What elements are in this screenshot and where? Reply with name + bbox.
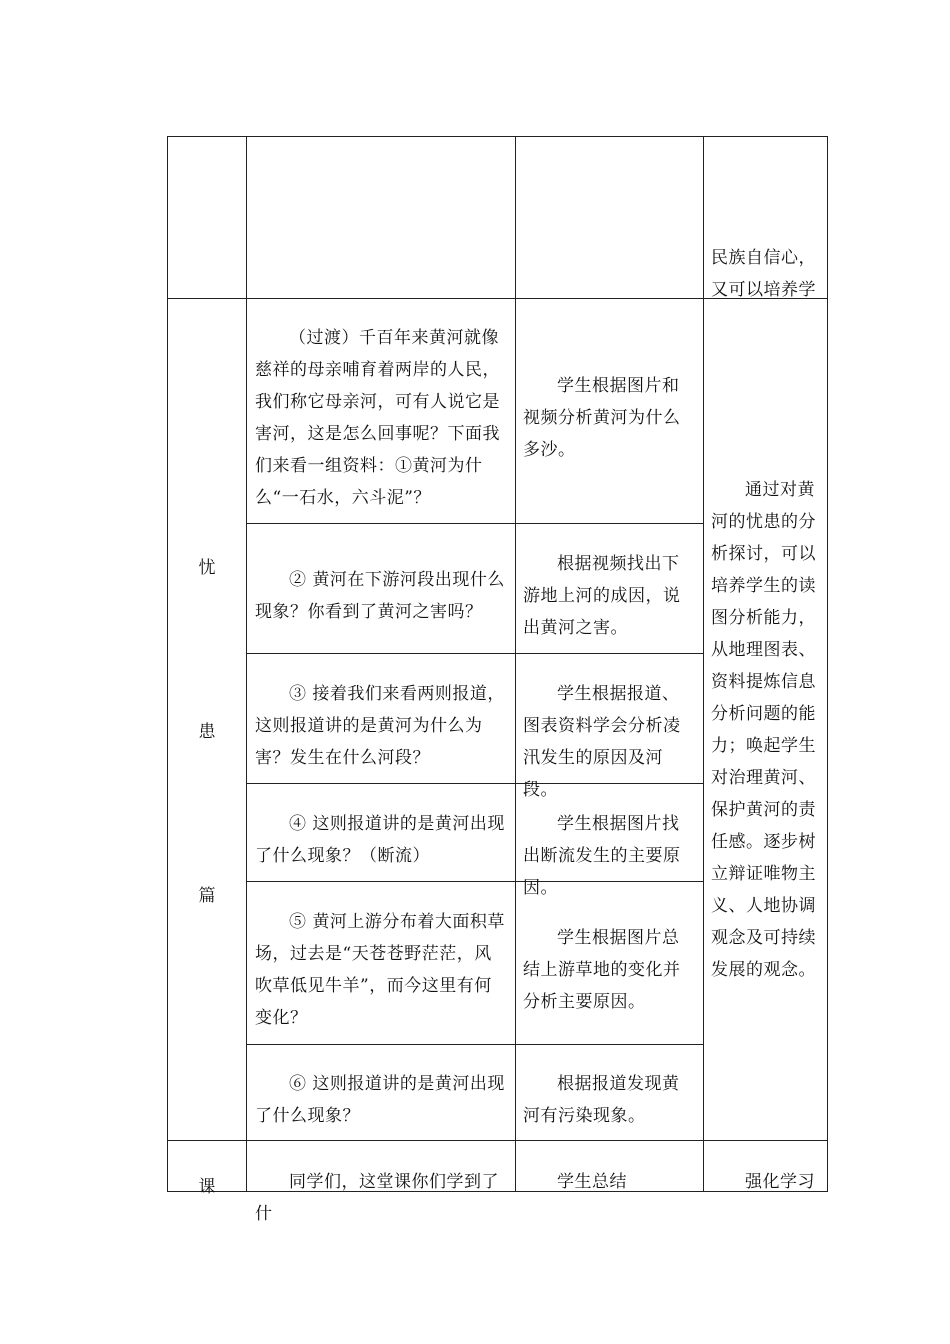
stage-char-huan: 患: [198, 722, 216, 742]
teacher-activity-3: ③ 接着我们来看两则报道，这则报道讲的是黄河为什么为害？发生在什么河段？: [255, 684, 505, 768]
stage-char-you: 忧: [198, 558, 216, 578]
teacher-activity-6: ⑥ 这则报道讲的是黄河出现了什么现象？: [255, 1074, 505, 1126]
student-activity-5: 学生根据图片总结上游草地的变化并分析主要原因。: [523, 928, 681, 1012]
student-activity-4: 学生根据图片找出断流发生的主要原因。: [523, 814, 681, 898]
table-right-border: [827, 136, 828, 1192]
design-intent-summary: 强化学习: [745, 1172, 815, 1192]
design-intent-text: 通过对黄河的忧患的分析探讨，可以培养学生的读图分析能力，从地理图表、资料提炼信息分析问题的能力；唤起学生对治理黄河、保护黄河的责任感。逐步树立辩证唯物主义、人地协调观念及可持续发展的观念。: [711, 480, 816, 980]
teacher-activity-2: ② 黄河在下游河段出现什么现象？你看到了黄河之害吗？: [255, 570, 505, 622]
stage-char-ke: 课: [198, 1177, 216, 1197]
goal-text-continued: 民族自信心，又可以培养学: [711, 248, 816, 300]
row-divider: [167, 1140, 828, 1141]
teacher-activity-summary: 同学们，这堂课你们学到了什: [255, 1172, 499, 1224]
teacher-activity-1: （过渡）千百年来黄河就像慈祥的母亲哺育着两岸的人民，我们称它母亲河，可有人说它是害河，这是怎么回事呢？下面我们来看一组资料：①黄河为什么“一石水，六斗泥”？: [255, 328, 500, 508]
row-divider: [246, 523, 704, 524]
student-activity-summary: 学生总结: [557, 1172, 627, 1192]
column-divider: [246, 136, 247, 1192]
table-top-border: [167, 136, 828, 137]
student-activity-3: 学生根据报道、图表资料学会分析凌汛发生的原因及河段。: [523, 684, 681, 800]
row-divider: [246, 653, 704, 654]
teacher-activity-5: ⑤ 黄河上游分布着大面积草场，过去是“天苍苍野茫茫，风吹草低见牛羊”，而今这里有何变化？: [255, 912, 505, 1028]
row-divider: [246, 1044, 704, 1045]
stage-char-pian: 篇: [198, 886, 216, 906]
column-divider: [515, 136, 516, 1192]
student-activity-6: 根据报道发现黄河有污染现象。: [523, 1074, 680, 1126]
teacher-activity-4: ④ 这则报道讲的是黄河出现了什么现象？（断流）: [255, 814, 505, 866]
table-left-border: [167, 136, 168, 1192]
column-divider: [703, 136, 704, 1192]
student-activity-2: 根据视频找出下游地上河的成因，说出黄河之害。: [523, 554, 681, 638]
student-activity-1: 学生根据图片和视频分析黄河为什么多沙。: [523, 376, 681, 460]
